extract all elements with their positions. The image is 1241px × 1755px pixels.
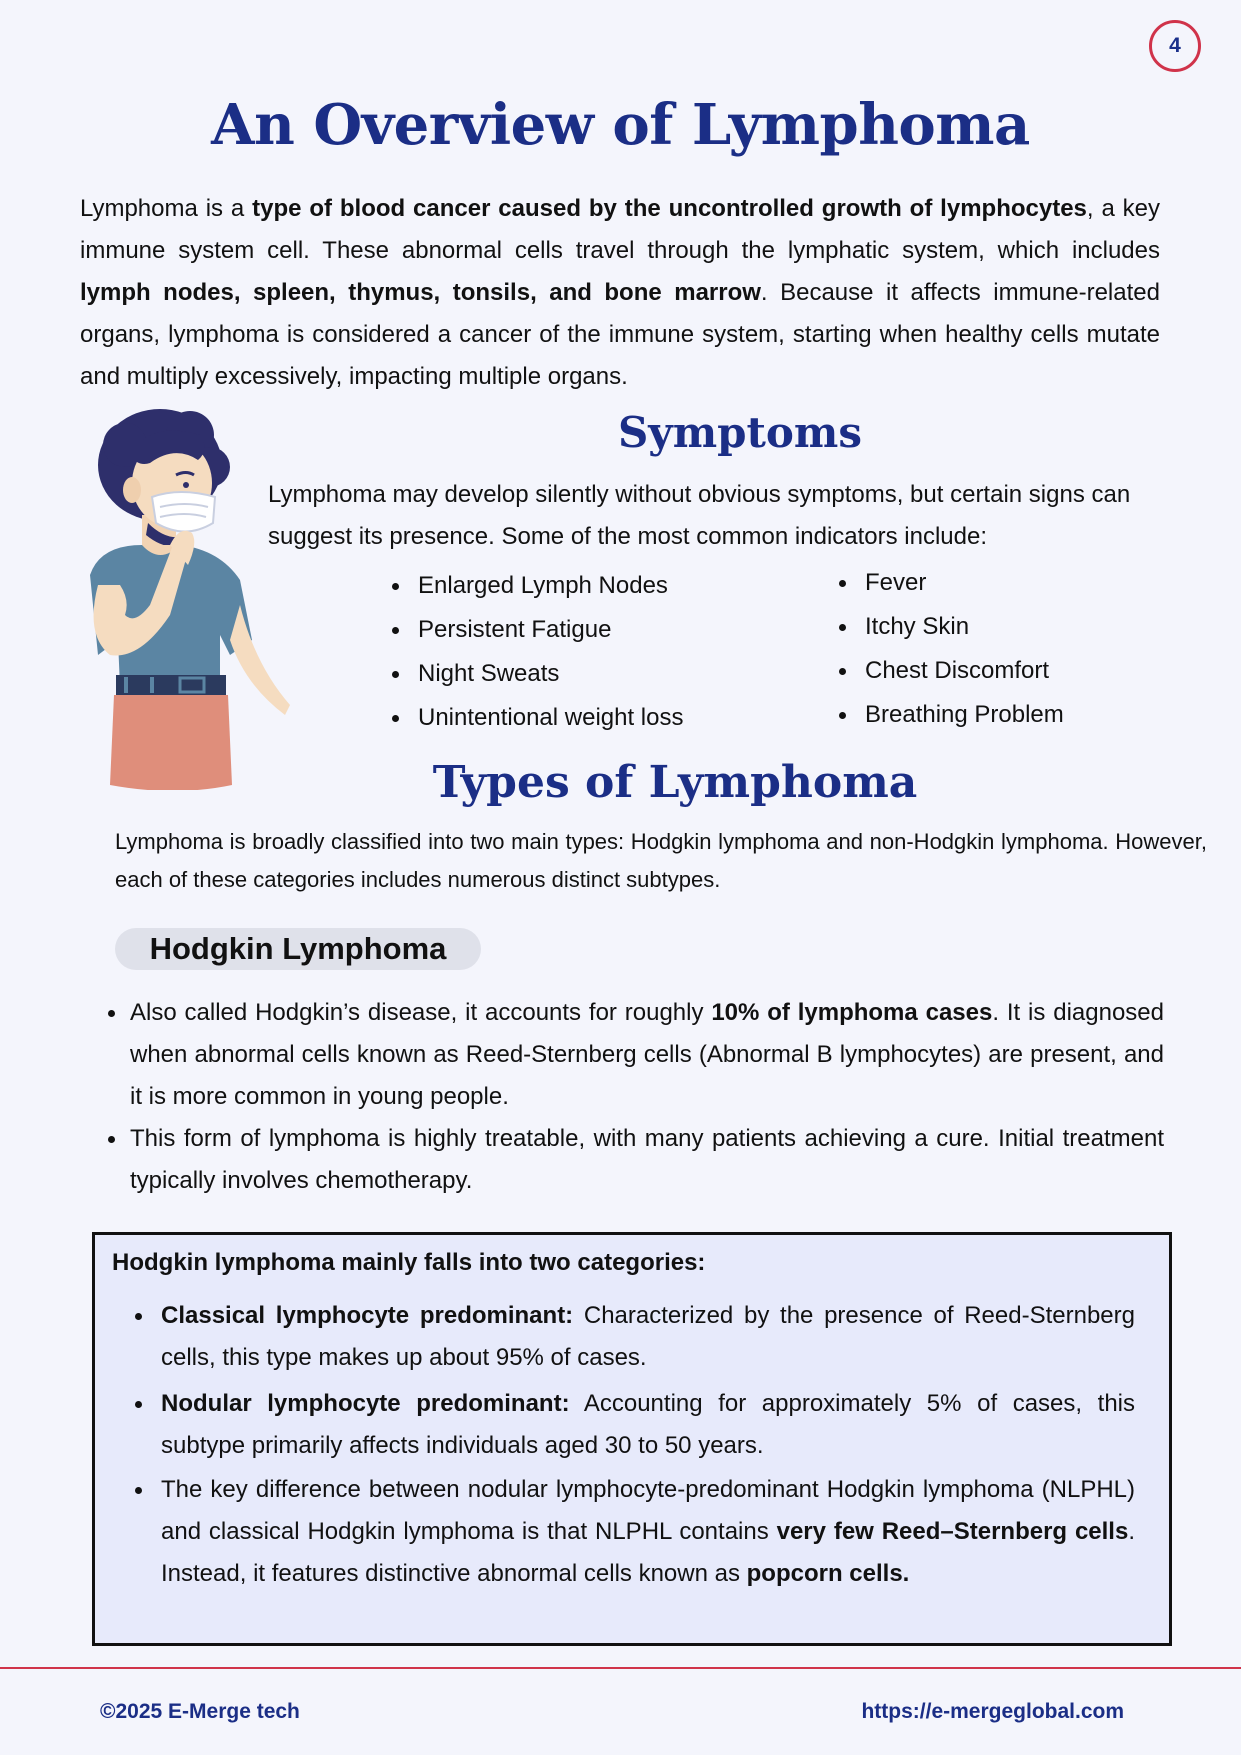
types-description: Lymphoma is broadly classified into two main types: Hodgkin lymphoma and non-Hodgkin lymphoma. However, each of these categories includes numerous distinct subtypes. [115, 829, 1207, 892]
list-item: Chest Discomfort [835, 649, 1165, 693]
category-3-bold-b: very few Reed–Sternberg cells [776, 1518, 1129, 1545]
footer-copyright: ©2025 E-Merge tech [100, 1700, 300, 1723]
list-item: Itchy Skin [835, 605, 1165, 649]
category-3-text-c: . Instead, it features distinctive abnormal cells known as [161, 1518, 1135, 1587]
category-3-text-a: The key difference between nodular lymphocyte-predominant Hodgkin lymphoma (NLPHL) and classical Hodgkin lymphoma is that NLPHL contains [161, 1476, 1135, 1545]
intro-bold-2: lymph nodes, spleen, thymus, tonsils, and bone marrow [80, 279, 761, 306]
page-number-badge: 4 [1149, 20, 1201, 72]
list-item: Night Sweats [388, 652, 768, 696]
intro-text-2: , a key immune system cell. These abnormal cells travel through the lymphatic system, which includes [80, 195, 1161, 264]
category-3-bold-d: popcorn cells. [746, 1560, 910, 1587]
categories-box-heading: Hodgkin lymphoma mainly falls into two categories: [112, 1249, 706, 1276]
page-title: An Overview of Lymphoma [211, 92, 1030, 158]
types-heading: Types of Lymphoma [432, 757, 918, 808]
intro-bold-1: type of blood cancer caused by the uncontrolled growth of lymphocytes [252, 195, 1087, 222]
hodgkin-item1-bold: 10% of lymphoma cases [711, 999, 993, 1026]
symptoms-list-right [835, 561, 1165, 737]
list-item [100, 992, 1164, 1118]
intro-text-3: . Because it affects immune-related organs, lymphoma is considered a cancer of the immune system, starting when healthy cells mutate and multiply excessively, impacting multiple organs. [80, 279, 1160, 390]
footer-url-link[interactable]: https://e-mergeglobal.com [861, 1700, 1124, 1723]
hodgkin-list [100, 992, 1164, 1202]
list-item: Breathing Problem [835, 693, 1165, 737]
hodgkin-item1-text-c: . It is diagnosed when abnormal cells known as Reed-Sternberg cells (Abnormal B lymphocytes) are present, and it is more common in young people. [130, 999, 1164, 1110]
footer-divider [0, 1667, 1241, 1669]
list-item: Persistent Fatigue [388, 608, 768, 652]
symptoms-list-left [388, 564, 768, 740]
hodgkin-item1-text-a: Also called Hodgkin’s disease, it accounts for roughly [130, 999, 712, 1026]
list-item: Unintentional weight loss [388, 696, 768, 740]
intro-text-1: Lymphoma is a [80, 195, 253, 222]
category-1-text: Characterized by the presence of Reed-Sternberg cells, this type makes up about 95% of cases. [161, 1302, 1135, 1371]
category-1-label: Classical lymphocyte predominant: [161, 1302, 574, 1329]
list-item: Enlarged Lymph Nodes [388, 564, 768, 608]
categories-list [131, 1295, 1135, 1595]
list-item [131, 1295, 1135, 1379]
symptoms-heading: Symptoms [617, 408, 863, 457]
category-2-label: Nodular lymphocyte predominant: [161, 1390, 570, 1417]
person-with-mask-illustration [80, 405, 330, 790]
categories-box [92, 1232, 1172, 1646]
list-item: This form of lymphoma is highly treatable, with many patients achieving a cure. Initial treatment typically involves chemotherapy. [100, 1118, 1164, 1202]
hodgkin-heading-pill: Hodgkin Lymphoma [115, 928, 481, 970]
intro-paragraph [80, 188, 1160, 398]
list-item: Fever [835, 561, 1165, 605]
list-item [131, 1469, 1135, 1595]
list-item [131, 1383, 1135, 1467]
symptoms-description: Lymphoma may develop silently without obvious symptoms, but certain signs can suggest its presence. Some of the most common indicators include: [268, 481, 1131, 550]
category-2-text: Accounting for approximately 5% of cases, this subtype primarily affects individuals aged 30 to 50 years. [161, 1390, 1136, 1459]
